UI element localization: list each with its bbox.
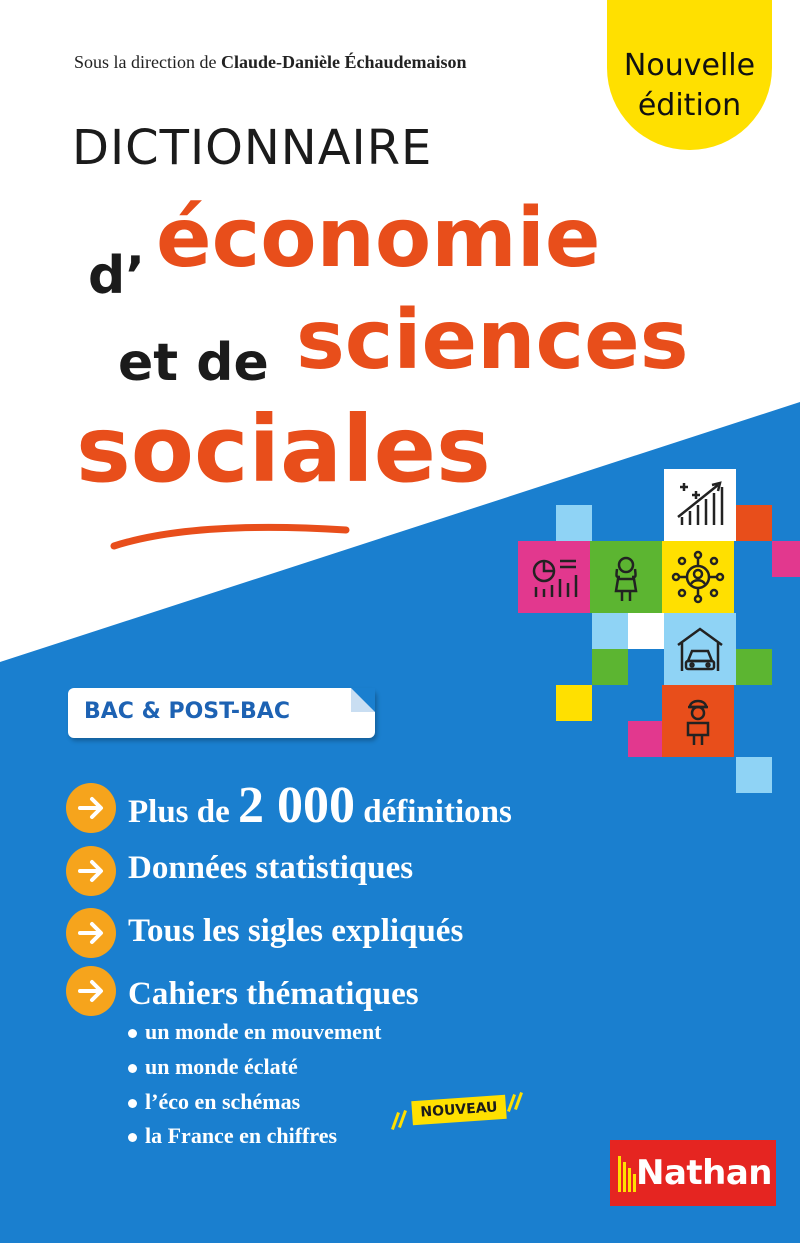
growth-chart-tile	[664, 469, 736, 541]
cahier-item	[128, 1054, 298, 1080]
arrow-right-icon	[76, 976, 106, 1006]
tile	[736, 649, 772, 685]
arrow-right-icon	[76, 856, 106, 886]
title-sciences: sciences	[296, 293, 689, 388]
underline-swash	[110, 518, 350, 558]
person-tile	[590, 541, 662, 613]
publisher-logo-mark	[618, 1156, 638, 1192]
arrow-right-icon	[76, 793, 106, 823]
feature-statistics: Données statistiques	[128, 850, 414, 886]
statistics-icon	[526, 549, 582, 605]
cahier-item-label: l’éco en schémas	[145, 1089, 301, 1114]
level-tag-label: BAC & POST-BAC	[84, 699, 290, 724]
new-tag-label: NOUVEAU	[411, 1095, 506, 1125]
bullet-dot	[128, 1064, 137, 1073]
feature-definitions-number: 2 000	[238, 777, 356, 834]
cahier-item-label: un monde éclaté	[145, 1054, 298, 1079]
house-car-tile	[664, 613, 736, 685]
editor-prefix: Sous la direction de	[74, 52, 217, 72]
growth-chart-icon	[672, 477, 728, 533]
title-sociales: sociales	[76, 396, 491, 503]
worker-tile	[662, 685, 734, 757]
tile	[628, 721, 664, 757]
worker-icon	[670, 693, 726, 749]
badge-line-1: Nouvelle	[623, 48, 756, 83]
arrow-right-icon	[76, 918, 106, 948]
cahier-item	[128, 1089, 300, 1115]
bullet-dot	[128, 1099, 137, 1108]
arrow-bullet	[66, 908, 116, 958]
title-et-de: et de	[118, 333, 269, 393]
tile	[736, 757, 772, 793]
feature-cahiers: Cahiers thématiques	[128, 976, 419, 1012]
title-d-apostrophe: d’	[88, 246, 145, 306]
cahier-item	[128, 1019, 382, 1045]
network-tile	[662, 541, 734, 613]
tile	[628, 613, 664, 649]
statistics-tile	[518, 541, 590, 613]
arrow-bullet	[66, 783, 116, 833]
editor-name: Claude-Danièle Échaudemaison	[220, 52, 467, 72]
publisher-name: Nathan	[636, 1153, 773, 1193]
feature-definitions	[128, 776, 512, 835]
network-people-icon	[670, 549, 726, 605]
publisher-logo	[610, 1140, 776, 1206]
arrow-bullet	[66, 966, 116, 1016]
new-tag	[392, 1094, 522, 1134]
page-fold-corner	[351, 688, 375, 712]
tile	[592, 649, 628, 685]
tile	[592, 613, 628, 649]
arrow-bullet	[66, 846, 116, 896]
tile	[556, 685, 592, 721]
bullet-dot	[128, 1133, 137, 1142]
feature-definitions-suffix: définitions	[363, 794, 512, 830]
tile	[736, 505, 772, 541]
level-tag	[68, 688, 375, 738]
feature-definitions-prefix: Plus de	[128, 794, 230, 830]
title-dictionnaire: DICTIONNAIRE	[72, 120, 433, 176]
editor-credit	[74, 52, 467, 73]
title-economie: économie	[156, 191, 601, 286]
tile	[556, 505, 592, 541]
badge-line-2: édition	[637, 88, 742, 123]
cahier-item-label: la France en chiffres	[145, 1123, 338, 1148]
feature-acronyms: Tous les sigles expliqués	[128, 913, 464, 949]
house-car-icon	[672, 621, 728, 677]
bullet-dot	[128, 1029, 137, 1038]
tile	[772, 541, 800, 577]
cahier-item	[128, 1123, 337, 1149]
cahier-item-label: un monde en mouvement	[145, 1019, 382, 1044]
person-icon	[598, 549, 654, 605]
